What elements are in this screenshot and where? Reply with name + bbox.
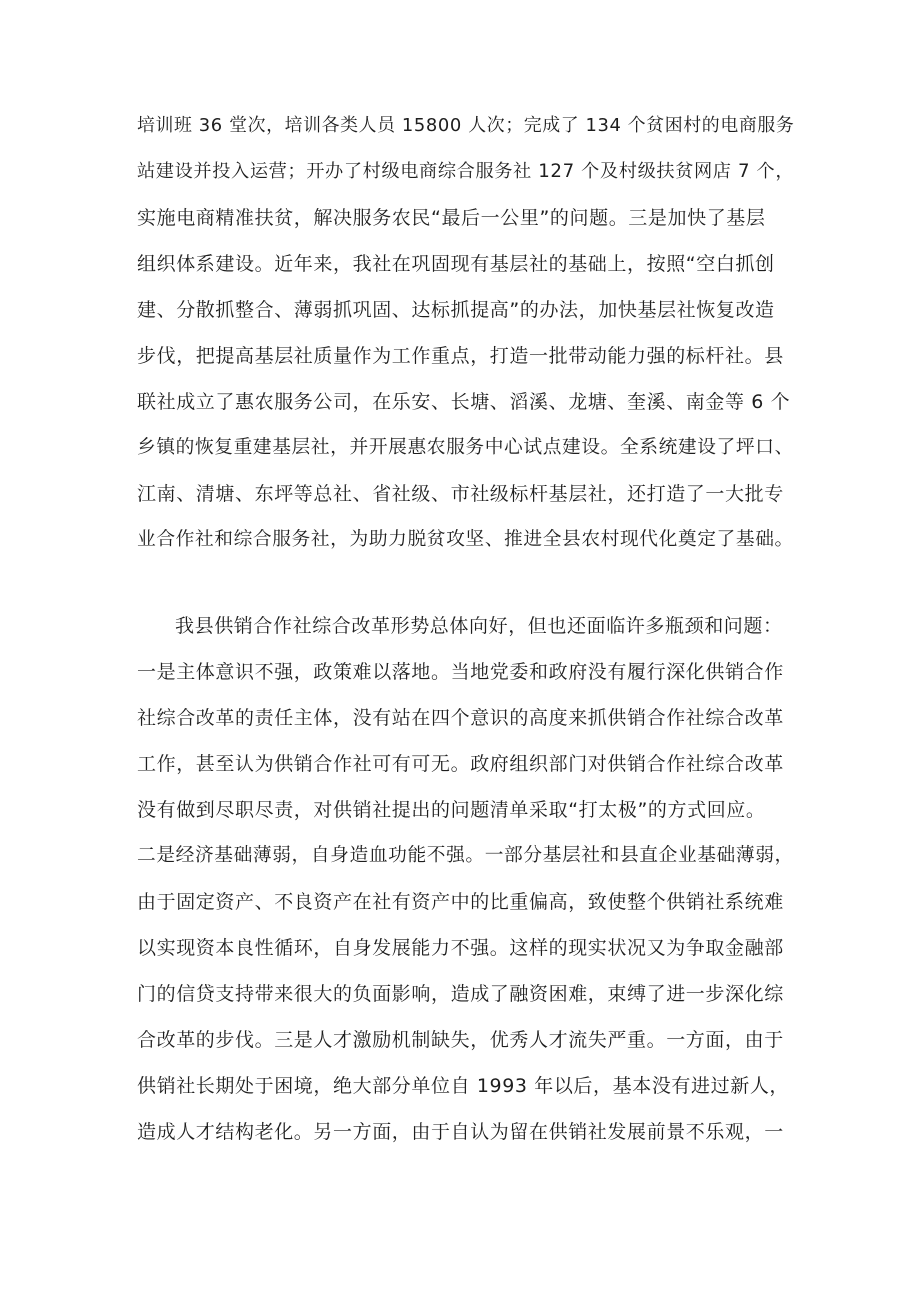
paragraph-2-line-3: 社综合改革的责任主体，没有站在四个意识的高度来抓供销合作社综合改革	[137, 707, 784, 729]
paragraph-1-line-10: 业合作社和综合服务社，为助力脱贫攻坚、推进全县农村现代化奠定了基础。	[137, 529, 794, 550]
paragraph-1-line-5: 建、分散抓整合、薄弱抓巩固、达标抓提高”的办法，加快基层社恢复改造	[137, 299, 775, 321]
paragraph-2-line-2: 一是主体意识不强，政策难以落地。当地党委和政府没有履行深化供销合作	[137, 661, 784, 683]
paragraph-1-line-8: 乡镇的恢复重建基层社，并开展惠农服务中心试点建设。全系统建设了坪口、	[137, 437, 794, 458]
paragraph-2-line-12: 造成人才结构老化。另一方面，由于自认为留在供销社发展前景不乐观，一	[137, 1121, 784, 1143]
paragraph-1-line-6: 步伐，把提高基层社质量作为工作重点，打造一批带动能力强的标杆社。县	[137, 345, 784, 367]
paragraph-1-line-9: 江南、清塘、东坪等总社、省社级、市社级标杆基层社，还打造了一大批专	[137, 483, 784, 505]
paragraph-2-line-11: 供销社长期处于困境，绝大部分单位自 1993 年以后，基本没有进过新人，	[137, 1075, 790, 1097]
paragraph-1-line-4: 组织体系建设。近年来，我社在巩固现有基层社的基础上，按照“空白抓创	[137, 253, 775, 275]
paragraph-2-line-1: 我县供销合作社综合改革形势总体向好，但也还面临许多瓶颈和问题：	[175, 615, 783, 637]
paragraph-1-line-2: 站建设并投入运营；开办了村级电商综合服务社 127 个及村级扶贫网店 7 个，	[137, 161, 795, 182]
paragraph-2-line-5: 没有做到尽职尽责，对供销社提出的问题清单采取“打太极”的方式回应。	[137, 799, 766, 821]
paragraph-1-line-3: 实施电商精准扶贫，解决服务农民“最后一公里”的问题。三是加快了基层	[137, 207, 766, 229]
paragraph-2-line-6: 二是经济基础薄弱，自身造血功能不强。一部分基层社和县直企业基础薄弱，	[137, 845, 794, 866]
paragraph-1-line-7: 联社成立了惠农服务公司，在乐安、长塘、滔溪、龙塘、奎溪、南金等 6 个	[137, 391, 791, 413]
paragraph-1-line-1: 培训班 36 堂次，培训各类人员 15800 人次；完成了 134 个贫困村的电商服务	[137, 115, 795, 136]
paragraph-2-line-4: 工作，甚至认为供销合作社可有可无。政府组织部门对供销合作社综合改革	[137, 753, 784, 775]
paragraph-2-line-9: 门的信贷支持带来很大的负面影响，造成了融资困难，束缚了进一步深化综	[137, 983, 784, 1005]
paragraph-2-line-8: 以实现资本良性循环，自身发展能力不强。这样的现实状况又为争取金融部	[137, 937, 784, 959]
paragraph-2-line-7: 由于固定资产、不良资产在社有资产中的比重偏高，致使整个供销社系统难	[137, 891, 784, 913]
paragraph-2-line-10: 合改革的步伐。三是人才激励机制缺失，优秀人才流失严重。一方面，由于	[137, 1029, 784, 1051]
